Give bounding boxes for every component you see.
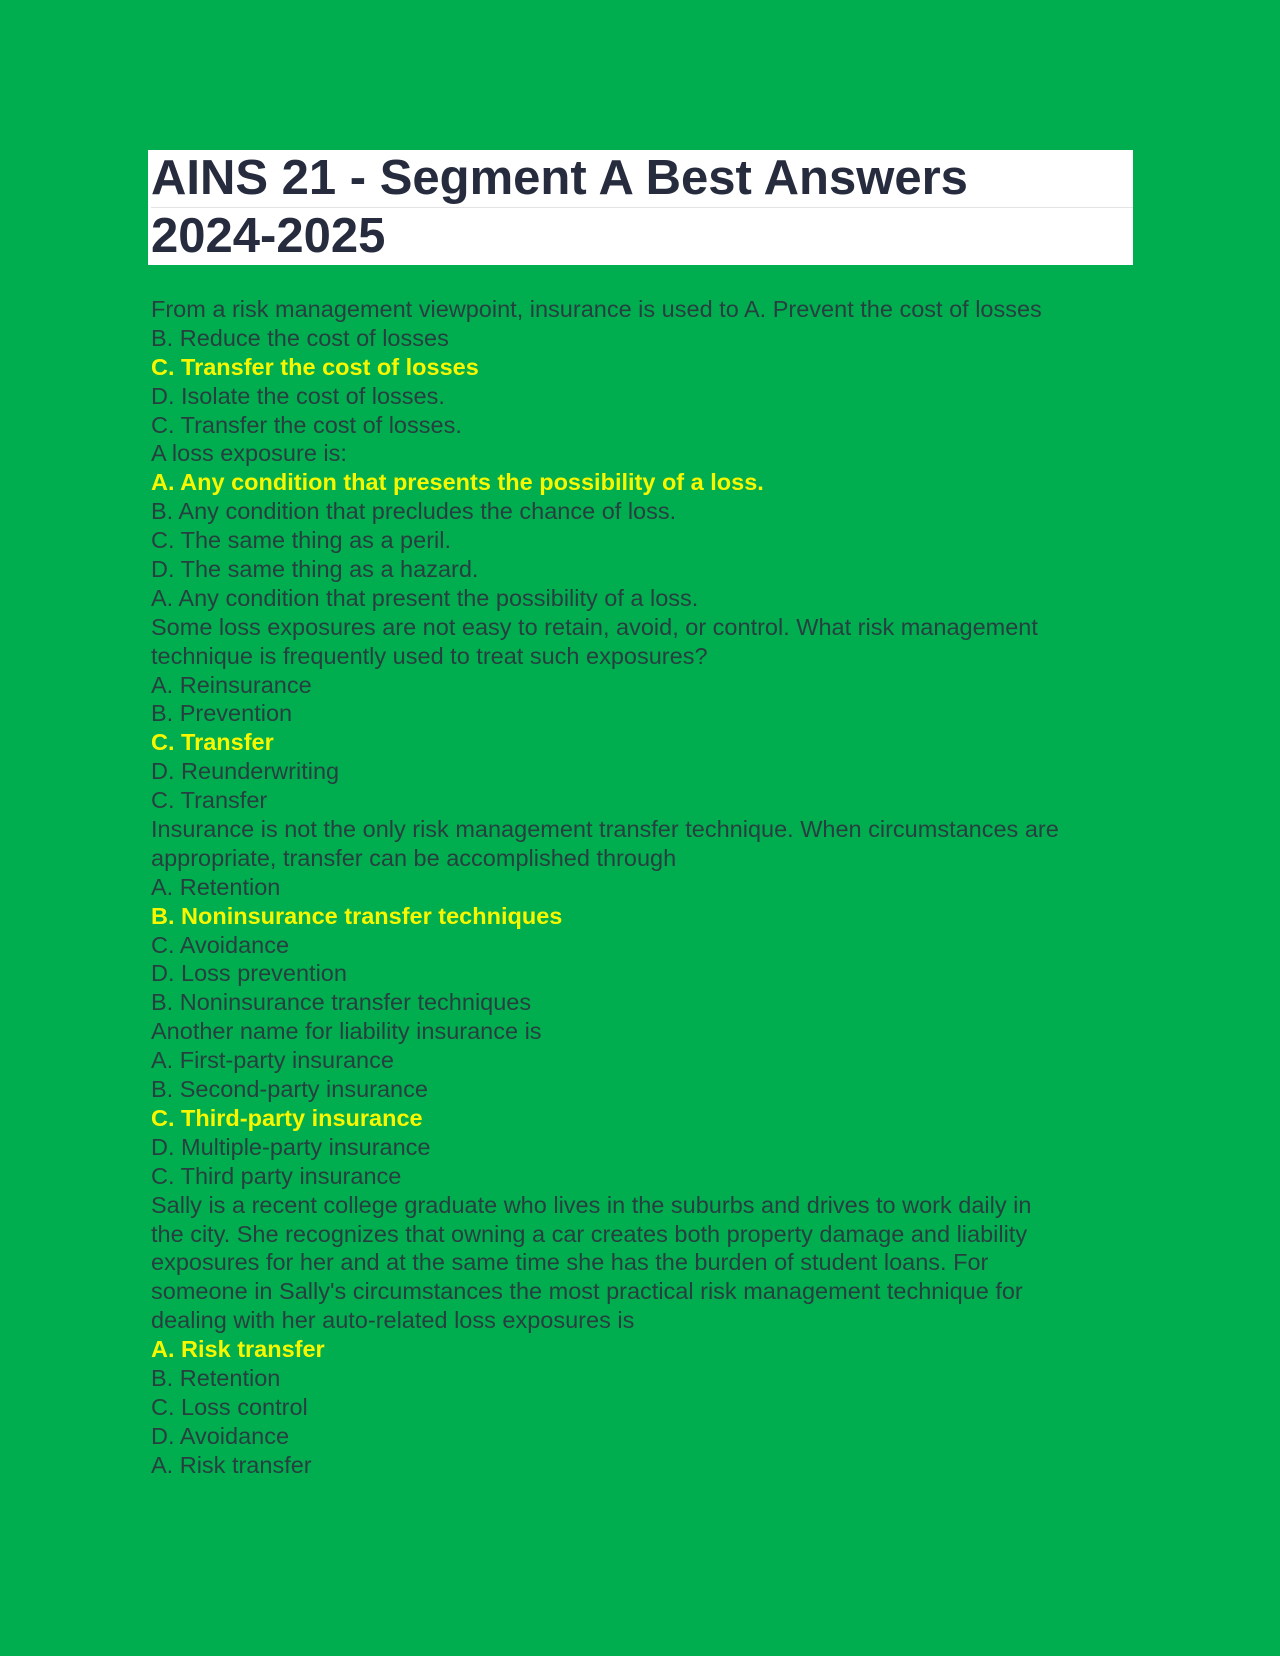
text-line: D. Isolate the cost of losses. bbox=[151, 382, 445, 409]
title-box bbox=[148, 150, 1133, 265]
correct-answer-line: C. Transfer bbox=[151, 729, 274, 756]
text-line: technique is frequently used to treat such exposures? bbox=[151, 642, 708, 669]
text-line: exposures for her and at the same time she has the burden of student loans. For bbox=[151, 1249, 989, 1276]
page-title-year: 2024-2025 bbox=[151, 209, 386, 263]
text-line: D. Multiple-party insurance bbox=[151, 1133, 431, 1160]
text-line: Insurance is not the only risk management transfer technique. When circumstances are bbox=[151, 816, 1059, 843]
page-title: AINS 21 - Segment A Best Answers bbox=[151, 150, 1133, 208]
text-line: D. The same thing as a hazard. bbox=[151, 556, 479, 583]
text-line: B. Second-party insurance bbox=[151, 1076, 428, 1103]
text-line: C. Avoidance bbox=[151, 931, 290, 958]
text-line: appropriate, transfer can be accomplished through bbox=[151, 844, 677, 871]
text-line: the city. She recognizes that owning a car creates both property damage and liability bbox=[151, 1220, 1028, 1247]
text-line: C. Transfer bbox=[151, 787, 268, 814]
question-list bbox=[151, 295, 1136, 1480]
text-line: From a risk management viewpoint, insurance is used to A. Prevent the cost of losses bbox=[151, 296, 1042, 322]
text-line: B. Noninsurance transfer techniques bbox=[151, 989, 532, 1016]
correct-answer-line: C. Third-party insurance bbox=[151, 1104, 423, 1131]
text-line: dealing with her auto-related loss exposures is bbox=[151, 1307, 635, 1334]
correct-answer-line: B. Noninsurance transfer techniques bbox=[151, 902, 563, 929]
text-line: D. Avoidance bbox=[151, 1422, 290, 1449]
text-line: B. Any condition that precludes the chance of loss. bbox=[151, 498, 677, 525]
text-line: B. Retention bbox=[151, 1364, 281, 1391]
text-line: C. Third party insurance bbox=[151, 1162, 402, 1189]
correct-answer-line: C. Transfer the cost of losses bbox=[151, 353, 479, 380]
text-line: A. Risk transfer bbox=[151, 1451, 312, 1478]
text-line: A. Reinsurance bbox=[151, 671, 312, 698]
text-line: Some loss exposures are not easy to retain, avoid, or control. What risk management bbox=[151, 613, 1038, 640]
text-line: Sally is a recent college graduate who lives in the suburbs and drives to work daily in bbox=[151, 1191, 1032, 1218]
correct-answer-line: A. Any condition that presents the possibility of a loss. bbox=[151, 469, 764, 496]
text-line: C. The same thing as a peril. bbox=[151, 527, 451, 554]
text-line: B. Reduce the cost of losses bbox=[151, 324, 449, 351]
text-line: B. Prevention bbox=[151, 700, 293, 727]
text-line: A. Retention bbox=[151, 873, 281, 900]
text-line: Another name for liability insurance is bbox=[151, 1018, 542, 1045]
text-line: C. Transfer the cost of losses. bbox=[151, 411, 462, 438]
text-line: A. First-party insurance bbox=[151, 1047, 394, 1074]
text-line: A. Any condition that present the possibility of a loss. bbox=[151, 584, 699, 611]
correct-answer-line: A. Risk transfer bbox=[151, 1336, 325, 1363]
text-line: D. Reunderwriting bbox=[151, 758, 340, 785]
text-line: C. Loss control bbox=[151, 1393, 308, 1420]
text-line: A loss exposure is: bbox=[151, 440, 347, 467]
text-line: D. Loss prevention bbox=[151, 960, 347, 987]
text-line: someone in Sally's circumstances the most practical risk management technique for bbox=[151, 1278, 1023, 1305]
